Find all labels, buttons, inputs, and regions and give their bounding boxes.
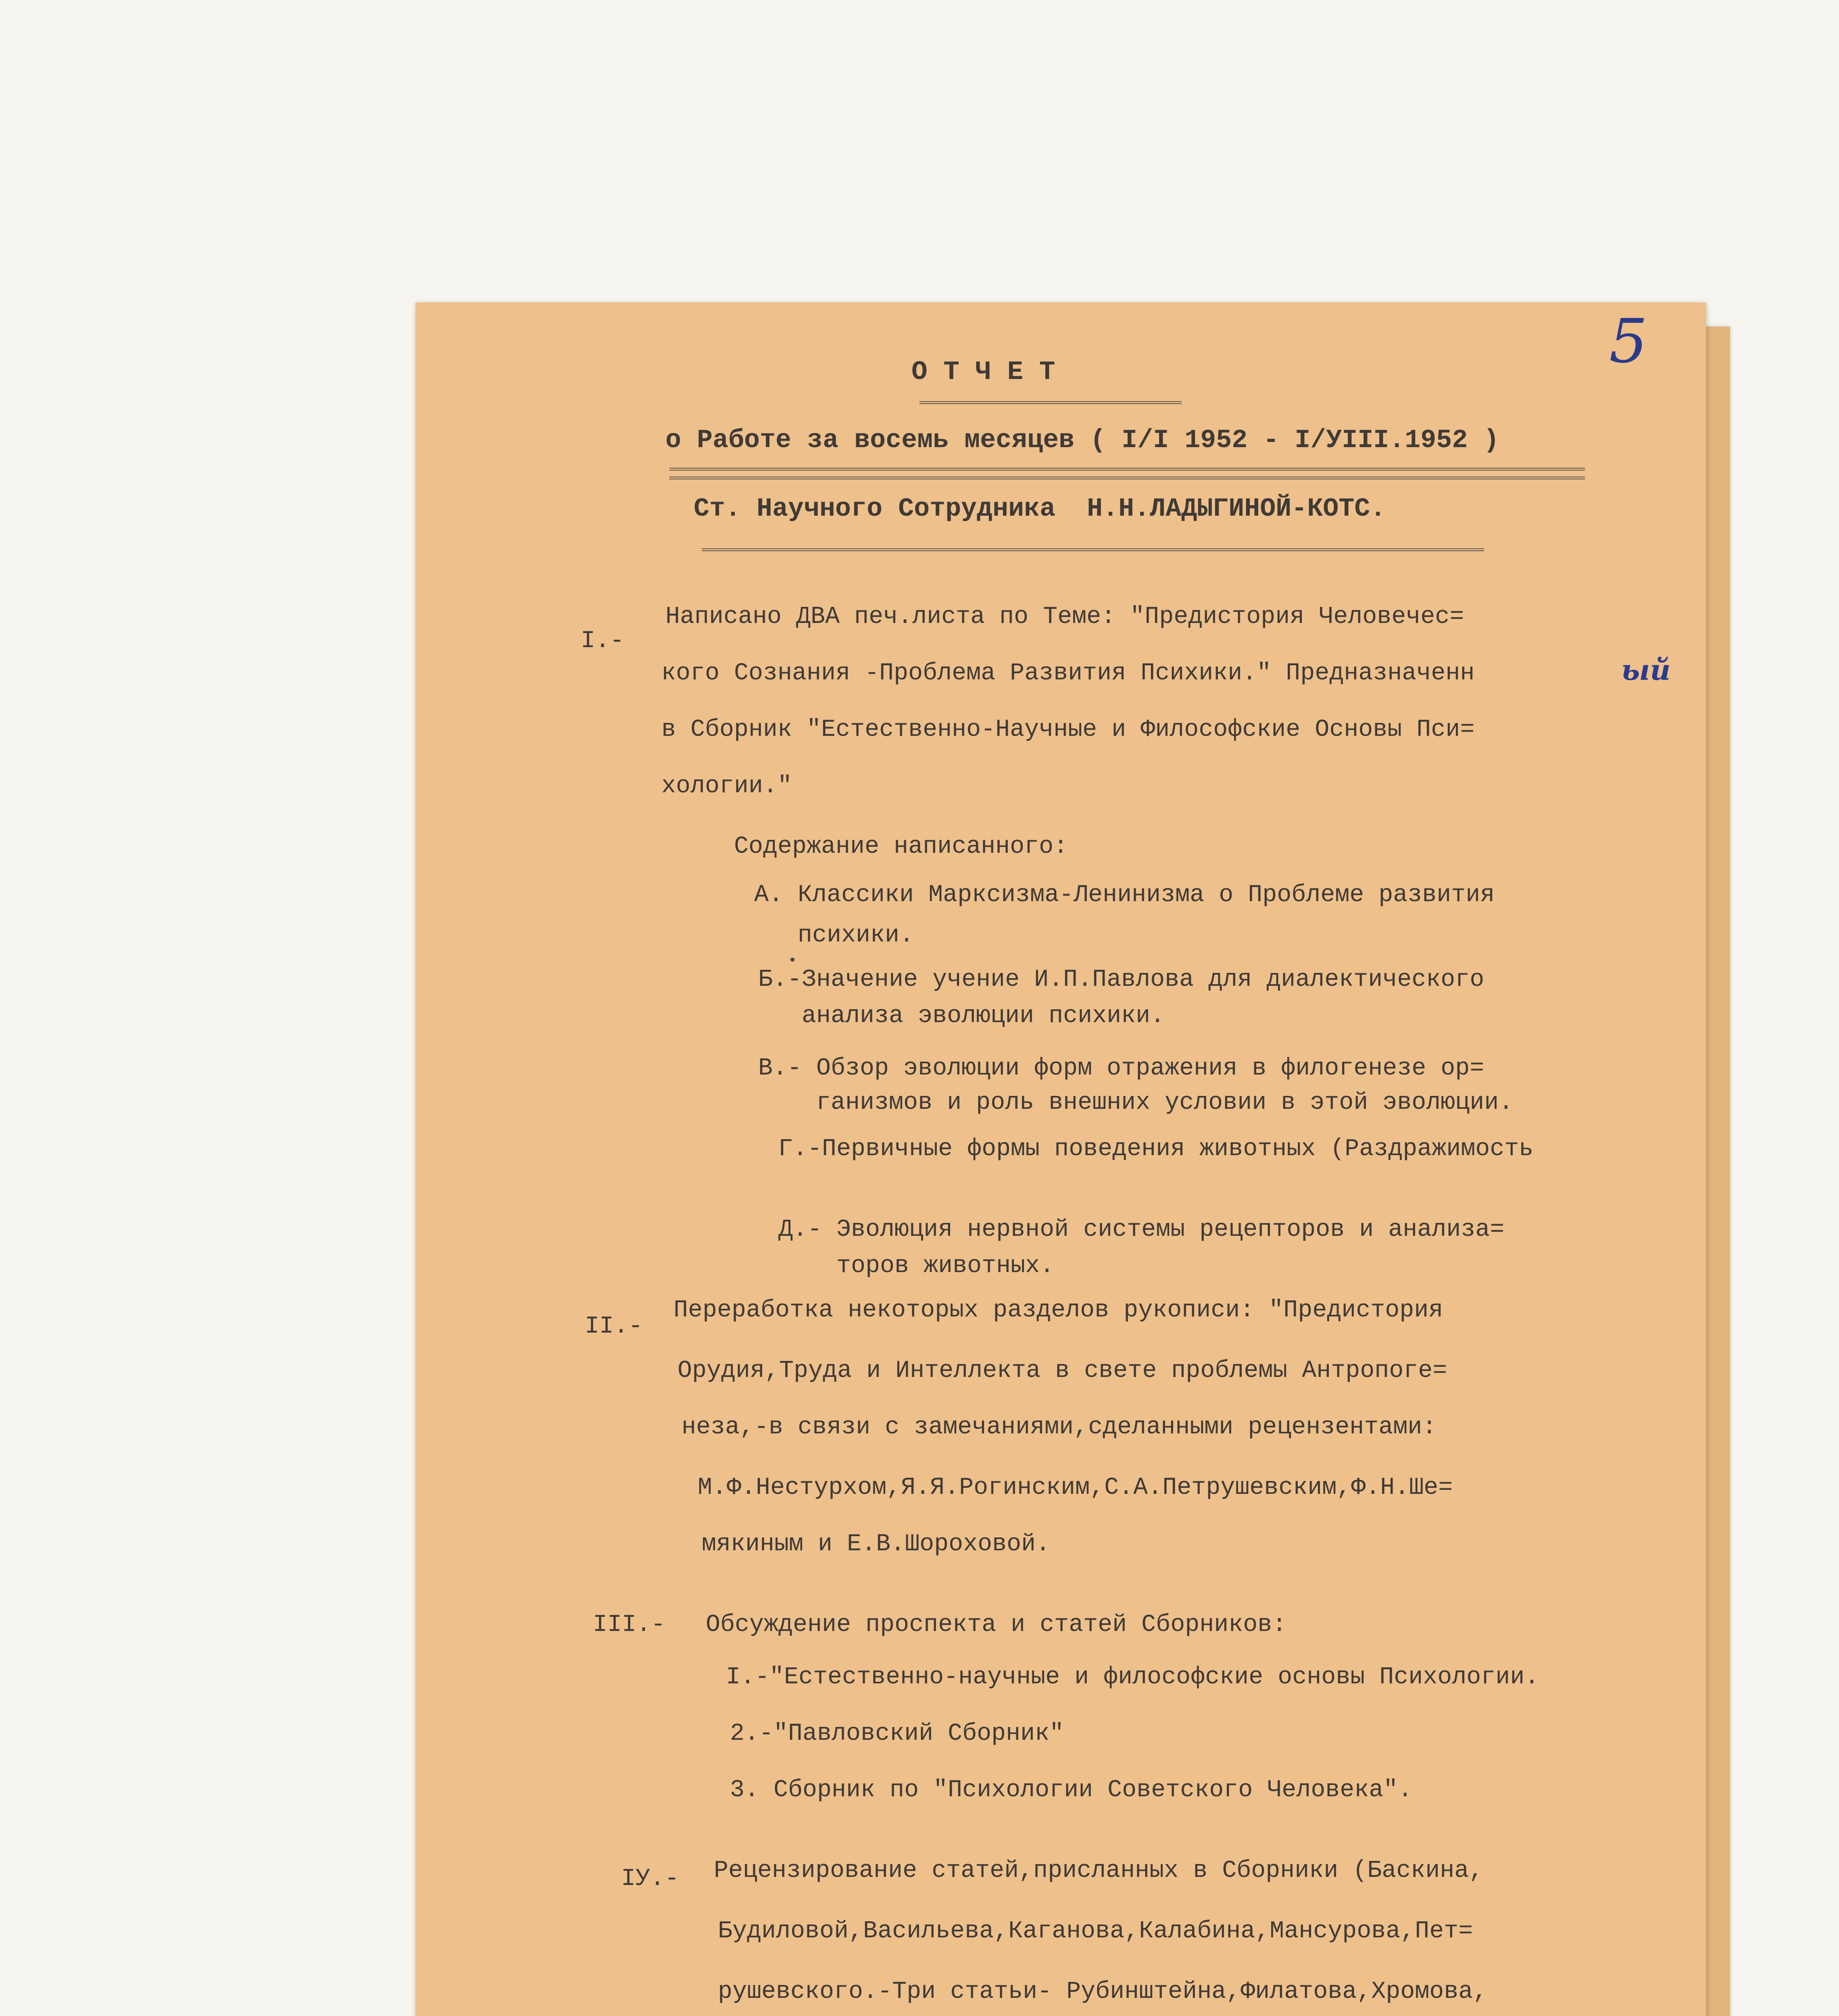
section-1-line: в Сборник "Естественно-Научные и Философские Основы Пси= [661, 716, 1475, 744]
contents-item-a: А. Классики Марксизма-Ленинизма о Проблеме развития [754, 881, 1495, 909]
section-1-line: Написано ДВА печ.листа по Теме: "Предистория Человечес= [665, 603, 1464, 631]
section-2-line: мякиным и Е.В.Шороховой. [702, 1531, 1051, 1558]
section-2-line: М.Ф.Нестурхом,Я.Я.Рогинским,С.А.Петрушевским,Ф.Н.Ше= [698, 1474, 1453, 1502]
section-1-line: хологии." [661, 773, 792, 800]
section-2-line: неза,-в связи с замечаниями,сделанными рецензентами: [682, 1414, 1437, 1441]
section-4-line: рушевского.-Три статьи- Рубинштейна,Филатова,Хромова, [718, 1978, 1488, 2006]
section-1-numeral: I.- [581, 627, 625, 655]
subtitle-underline [669, 468, 1585, 471]
contents-item-d: Д.- Эволюция нервной системы рецепторов и анализа= [778, 1216, 1505, 1243]
section-2-line: Переработка некоторых разделов рукописи: "Предистория [673, 1297, 1443, 1324]
contents-item-v-cont: ганизмов и роль внешних условии в этой эволюции. [758, 1089, 1514, 1116]
section-1-line: кого Сознания -Проблема Развития Психики." Предназначенн [661, 660, 1475, 687]
contents-item-b: Б.-Значение учение И.П.Павлова для диалектического [758, 966, 1485, 993]
section-4-line: Будиловой,Васильева,Каганова,Калабина,Мансурова,Пет= [718, 1918, 1473, 1945]
document-title: О Т Ч Е Т [911, 357, 1055, 387]
contents-item-b-cont: анализа эволюции психики. [758, 1002, 1165, 1030]
section-3-heading: Обсуждение проспекта и статей Сборников: [706, 1611, 1287, 1639]
section-2-line: Орудия,Труда и Интеллекта в свете проблемы Антропоге= [678, 1357, 1447, 1385]
author-line: Ст. Научного Сотрудника Н.Н.ЛАДЫГИНОЙ-КОТС. [694, 494, 1386, 524]
contents-item-a-cont: психики. [754, 922, 914, 949]
section-3-item: 2.-"Павловский Сборник" [730, 1720, 1064, 1747]
section-4-numeral: IУ.- [621, 1865, 680, 1893]
subtitle-underline-2 [669, 477, 1585, 479]
contents-item-d-cont: торов животных. [778, 1252, 1055, 1280]
section-2-numeral: II.- [585, 1313, 643, 1340]
section-3-numeral: III.- [593, 1611, 666, 1639]
ink-correction: ый [1621, 653, 1671, 687]
contents-heading: Содержание написанного: [734, 833, 1068, 860]
contents-item-v: В.- Обзор эволюции форм отражения в филогенезе ор= [758, 1055, 1485, 1082]
ink-dot [790, 958, 794, 962]
contents-item-g: Г.-Первичные формы поведения животных (Раздражимость [778, 1135, 1534, 1163]
handwritten-page-number: 5 [1609, 306, 1648, 377]
title-underline [920, 401, 1182, 404]
section-4-line: Рецензирование статей,присланных в Сборники (Баскина, [714, 1857, 1484, 1885]
author-underline [702, 548, 1484, 551]
section-3-item: I.-"Естественно-научные и философские основы Психологии. [726, 1664, 1539, 1691]
report-subtitle: о Работе за восемь месяцев ( I/I 1952 - I/УIII.1952 ) [665, 425, 1499, 455]
section-3-item: 3. Сборник по "Психологии Советского Человека". [730, 1776, 1413, 1804]
